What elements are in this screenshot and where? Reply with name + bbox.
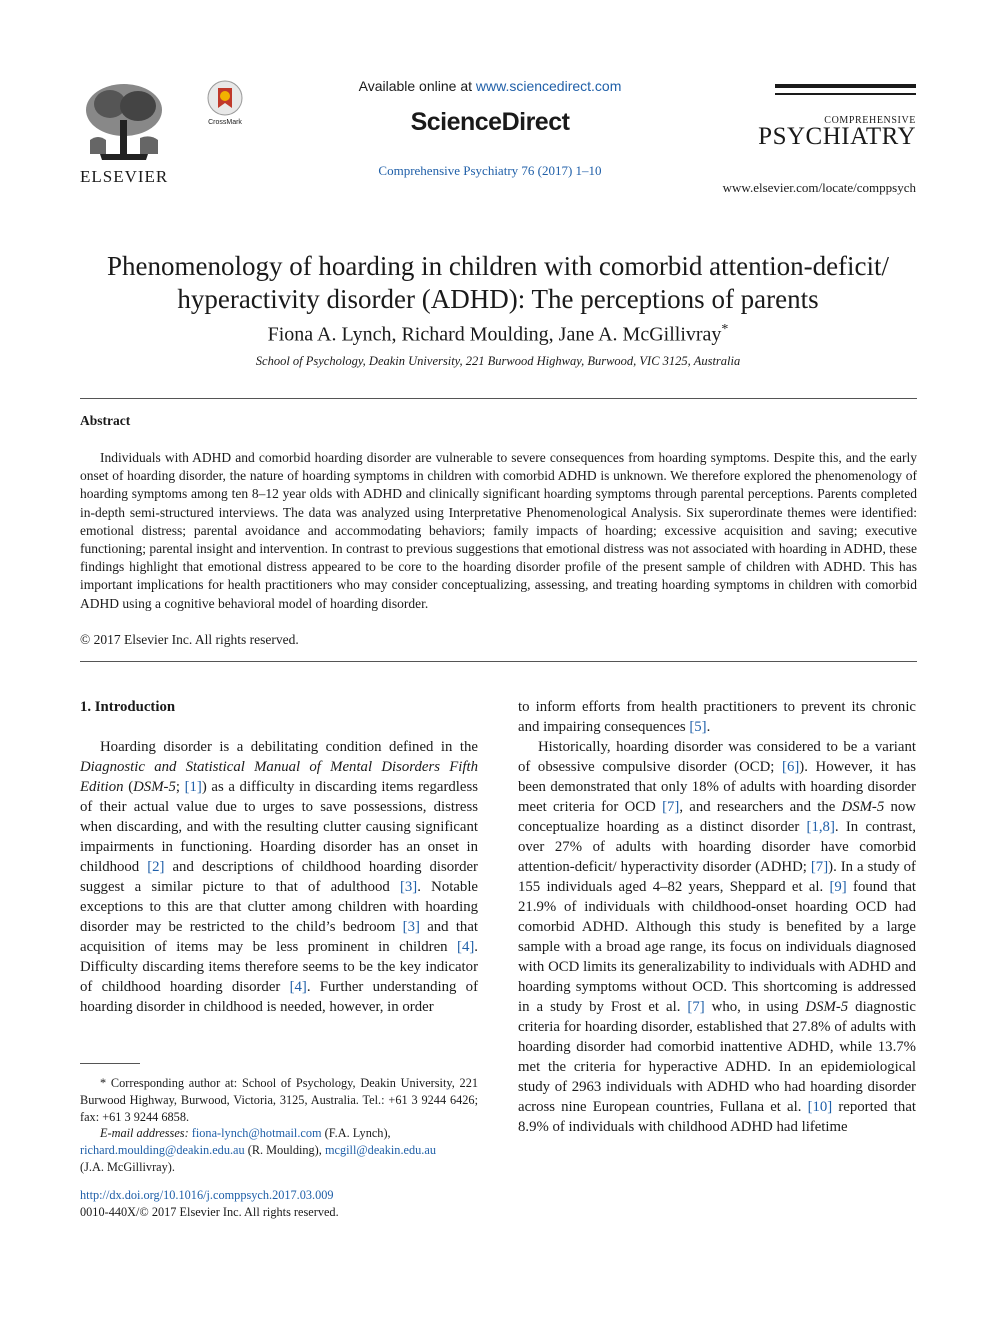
ref-link[interactable]: [4] (457, 939, 475, 955)
ref-link[interactable]: [9] (829, 879, 847, 895)
corresponding-mark[interactable]: * (721, 322, 729, 337)
sciencedirect-link[interactable]: www.sciencedirect.com (475, 78, 622, 94)
abstract-copyright: © 2017 Elsevier Inc. All rights reserved. (80, 632, 299, 647)
ref-link[interactable]: [3] (402, 919, 420, 935)
email-link[interactable]: richard.moulding@deakin.edu.au (80, 1143, 245, 1158)
ref-link[interactable]: [7] (810, 859, 829, 875)
publisher-name: ELSEVIER (80, 167, 169, 186)
ref-link[interactable]: [6] (782, 759, 800, 775)
ref-link[interactable]: [3] (399, 879, 418, 895)
abstract-heading: Abstract (80, 413, 131, 428)
ref-link[interactable]: [1,8] (806, 819, 835, 835)
left-column (80, 697, 478, 1017)
elsevier-logo (80, 80, 168, 187)
article-title (60, 250, 936, 316)
email-link[interactable]: fiona-lynch@hotmail.com (191, 1126, 322, 1141)
ref-link[interactable]: [1] (184, 779, 202, 795)
header-center (300, 78, 680, 179)
intro-paragraph-2: Historically, hoarding disorder was considered to be a variant of obsessive compulsive disorder (OCD; [6]). However, it has been demonstrated that only 18% of adults with hoarding disorder meet criteria for OCD [7], and researchers and the DSM-5 now conceptualize hoarding as a distinct disorder [1,8]. In contrast, over 27% of adults with hoarding disorder have comorbid attention-deficit/ hyperactivity disorder (ADHD; [7]). In a study of 155 individuals aged 4–82 years, Sheppard et al. [9] found that 21.9% of individuals with childhood-onset hoarding OCD had comorbid ADHD. Although this study is benefited by a large sample with a broad age range, its focus on individuals diagnosed with OCD limits its generalizability to individuals with ADHD and hoarding symptoms without OCD. This shortcoming is addressed in a study by Frost et al. [7] who, in using DSM-5 diagnostic criteria for hoarding disorder, established that 27.8% of adults with hoarding disorder had comorbid inattentive ADHD, while 13.7% met the criteria for hyperactive ADHD. In an epidemiological study of 2963 individuals with ADHD who had hoarding disorder across nine European countries, Fullana et al. [10] reported that 8.9% of individuals with childhood ADHD had lifetime (518, 739, 917, 1135)
journal-url[interactable]: www.elsevier.com/locate/comppsych (722, 180, 916, 195)
intro-paragraph-1: Hoarding disorder is a debilitating condition defined in the Diagnostic and Statistical Manual of Mental Disorders Fifth Edition (DSM-5; [1]) as a difficulty in discarding items regardless of their actual value due to urges to save possessions, distress when discarding, and with the resulting clutter causing significant impairments in functioning. Hoarding disorder has an onset in childhood [2] and descriptions of childhood hoarding disorder suggest a similar picture to that of adulthood [3]. Notable exceptions to this are that clutter among children with hoarding disorder may be restricted to the child’s bedroom [3] and that acquisition of items may be less prominent in children [4]. Difficulty discarding items therefore seems to be the key indicator of childhood hoarding disorder [4]. Further understanding of hoarding disorder in childhood is needed, however, in order (80, 739, 479, 1015)
masthead-rule-thin (775, 93, 916, 95)
ref-link[interactable]: [2] (147, 859, 165, 875)
sciencedirect-wordmark: ScienceDirect (410, 108, 570, 136)
section-heading-introduction: 1. Introduction (80, 699, 176, 715)
divider-top (80, 398, 917, 399)
available-online (300, 78, 680, 94)
divider-bottom (80, 661, 917, 662)
available-prefix: Available online at (358, 78, 476, 94)
elsevier-tree-icon (80, 80, 168, 162)
author-list (60, 322, 936, 347)
footnotes (80, 1075, 478, 1176)
journal-masthead (720, 84, 916, 196)
corresponding-footnote: * Corresponding author at: School of Psychology, Deakin University, 221 Burwood Highway, Burwood, Victoria, 3125, Australia. Tel.: +61 3 9244 6426; fax: +61 3 9244 6858. (80, 1076, 478, 1124)
crossmark-badge[interactable] (203, 80, 247, 126)
authors: Fiona A. Lynch, Richard Moulding, Jane A. McGillivray (267, 323, 722, 346)
intro-paragraph-1-cont: to inform efforts from health practitioners to prevent its chronic and impairing consequences [5]. (518, 699, 916, 735)
title-line-2: hyperactivity disorder (ADHD): The perceptions of parents (177, 284, 819, 314)
crossmark-icon (207, 80, 243, 116)
crossmark-label: CrossMark (208, 119, 242, 126)
email-link[interactable]: mcgill@deakin.edu.au (324, 1143, 436, 1158)
affiliation: School of Psychology, Deakin University, 221 Burwood Highway, Burwood, VIC 3125, Australia (255, 354, 741, 368)
dsm-title: Diagnostic and Statistical Manual of Mental Disorders Fifth Edition (80, 759, 478, 795)
ref-link[interactable]: [5] (689, 719, 707, 735)
title-line-1: Phenomenology of hoarding in children with comorbid attention-deficit/ (106, 251, 890, 281)
email-footnote: E-mail addresses: fiona-lynch@hotmail.com (F.A. Lynch), richard.moulding@deakin.edu.au (R. Moulding), mcgill@deakin.edu.au (J.A. McGillivray). (80, 1126, 436, 1174)
masthead-rule (775, 84, 916, 88)
journal-name-main: PSYCHIATRY (758, 123, 916, 150)
doi-block (80, 1187, 339, 1221)
issn-copyright: 0010-440X/© 2017 Elsevier Inc. All rights reserved. (80, 1204, 339, 1219)
journal-name-top: COMPREHENSIVE (824, 115, 916, 126)
ref-link[interactable]: [7] (687, 999, 705, 1015)
footnote-rule (80, 1063, 140, 1064)
doi-link[interactable]: http://dx.doi.org/10.1016/j.comppsych.2017.03.009 (80, 1188, 334, 1202)
ref-link[interactable]: [4] (289, 979, 307, 995)
ref-link[interactable]: [7] (662, 799, 680, 815)
right-column (518, 697, 916, 1137)
journal-citation[interactable]: Comprehensive Psychiatry 76 (2017) 1–10 (378, 163, 602, 178)
abstract-text: Individuals with ADHD and comorbid hoarding disorder are vulnerable to severe consequences from hoarding symptoms. Despite this, and the early onset of hoarding disorder, the nature of hoarding symptoms in children with comorbid ADHD is unknown. We therefore explored the phenomenology of hoarding symptoms among ten 8–12 year olds with ADHD and clinically significant hoarding symptoms through parental perceptions. Parents completed in-depth semi-structured interviews. The data was analyzed using Interpretative Phenomenological Analysis. Six superordinate themes were identified: emotional distress; parental avoidance and accommodating behaviors; family impacts of hoarding; excessive acquisition and saving; executive functioning; parental insight and intervention. In contrast to previous suggestions that emotional distress was not associated with hoarding in ADHD, these findings highlight that emotional distress appeared to be core to the hoarding disorder profile of the present sample of children with ADHD. This has important implications for health practitioners who may consider conceptualizing, assessing, and treating hoarding symptoms in children with comorbid ADHD using a cognitive behavioral model of hoarding disorder. (80, 450, 917, 611)
ref-link[interactable]: [10] (807, 1099, 833, 1115)
